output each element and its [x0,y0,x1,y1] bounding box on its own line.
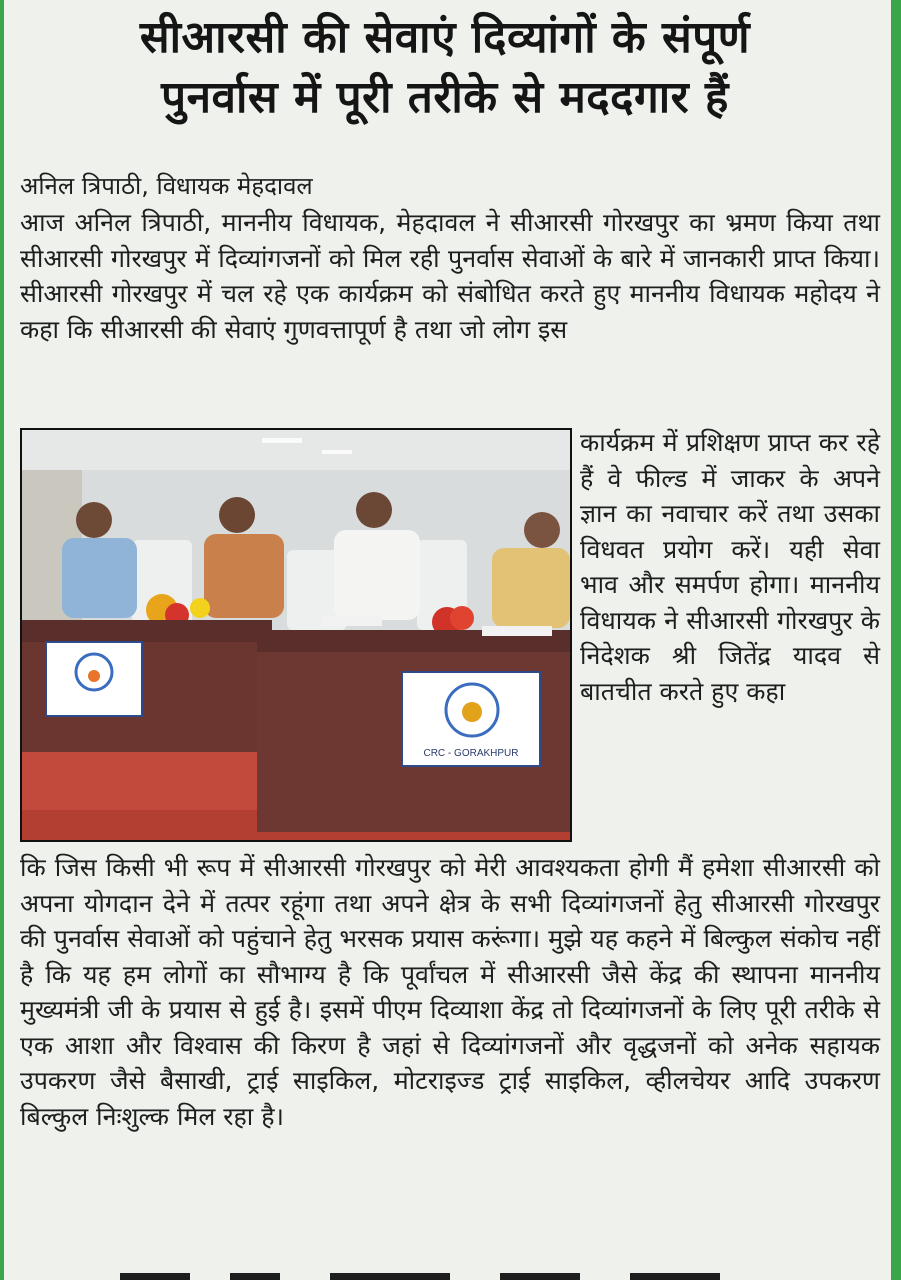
right-border [891,0,901,1280]
cropped-next-headline [100,1266,800,1280]
event-photo [20,428,572,842]
paragraph-bottom: कि जिस किसी भी रूप में सीआरसी गोरखपुर को मेरी आवश्यकता होगी मैं हमेशा सीआरसी को अपना योगदान देने में तत्पर रहूंगा तथा अपने क्षेत्र के सभी दिव्यांगजनों हेतु सीआरसी गोरखपुर की पुनर्वास सेवाओं को पहुंचाने हेतु भरसक प्रयास करूंगा। मुझे यह कहने में बिल्कुल संकोच नहीं है कि यह हम लोगों का सौभाग्य है कि पूर्वांचल में सीआरसी जैसे केंद्र की स्थापना माननीय मुख्यमंत्री जी के प्रयास से हुई है। इसमें पीएम दिव्याशा केंद्र तो दिव्यांगजनों के लिए पूरी तरीके से एक आशा और विश्वास की किरण है जहां से दिव्यांगजनों और वृद्धजनों को अनेक सहायक उपकरण जैसे बैसाखी, ट्राई साइकिल, मोटराइज्ड ट्राई साइकिल, व्हीलचेयर आदि उपकरण बिल्कुल निःशुल्क मिल रहा है। [20,853,880,1131]
event-photo-illustration [22,430,570,840]
paragraph-top: आज अनिल त्रिपाठी, माननीय विधायक, मेहदावल ने सीआरसी गोरखपुर का भ्रमण किया तथा सीआरसी गोरखपुर में दिव्यांगजनों को मिल रही पुनर्वास सेवाओं के बारे में जानकारी प्राप्त किया। सीआरसी गोरखपुर में चल रहे एक कार्यक्रम को संबोधित करते हुए माननीय विधायक महोदय ने कहा कि सीआरसी की सेवाएं गुणवत्तापूर्ण है तथा जो लोग इस [20,208,880,344]
headline-line-1: सीआरसी की सेवाएं दिव्यांगों के संपूर्ण [139,12,751,63]
banner-right-text: CRC - GORAKHPUR [423,748,519,759]
paragraph-side: कार्यक्रम में प्रशिक्षण प्राप्त कर रहे हैं वे फील्ड में जाकर के अपने ज्ञान का नवाचार करें तथा उसका विधवत प्रयोग करें। यही सेवा भाव और समर्पण होगा। माननीय विधायक ने सीआरसी गोरखपुर के निदेशक श्री जितेंद्र यादव से बातचीत करते हुए कहा [580,428,880,706]
headline [10,8,880,128]
headline-line-2: पुनर्वास में पूरी तरीके से मददगार हैं [161,72,729,123]
banner-left [46,642,142,716]
byline: अनिल त्रिपाठी, विधायक मेहदावल [20,172,313,200]
left-border [0,0,4,1280]
banner-right [402,672,540,766]
